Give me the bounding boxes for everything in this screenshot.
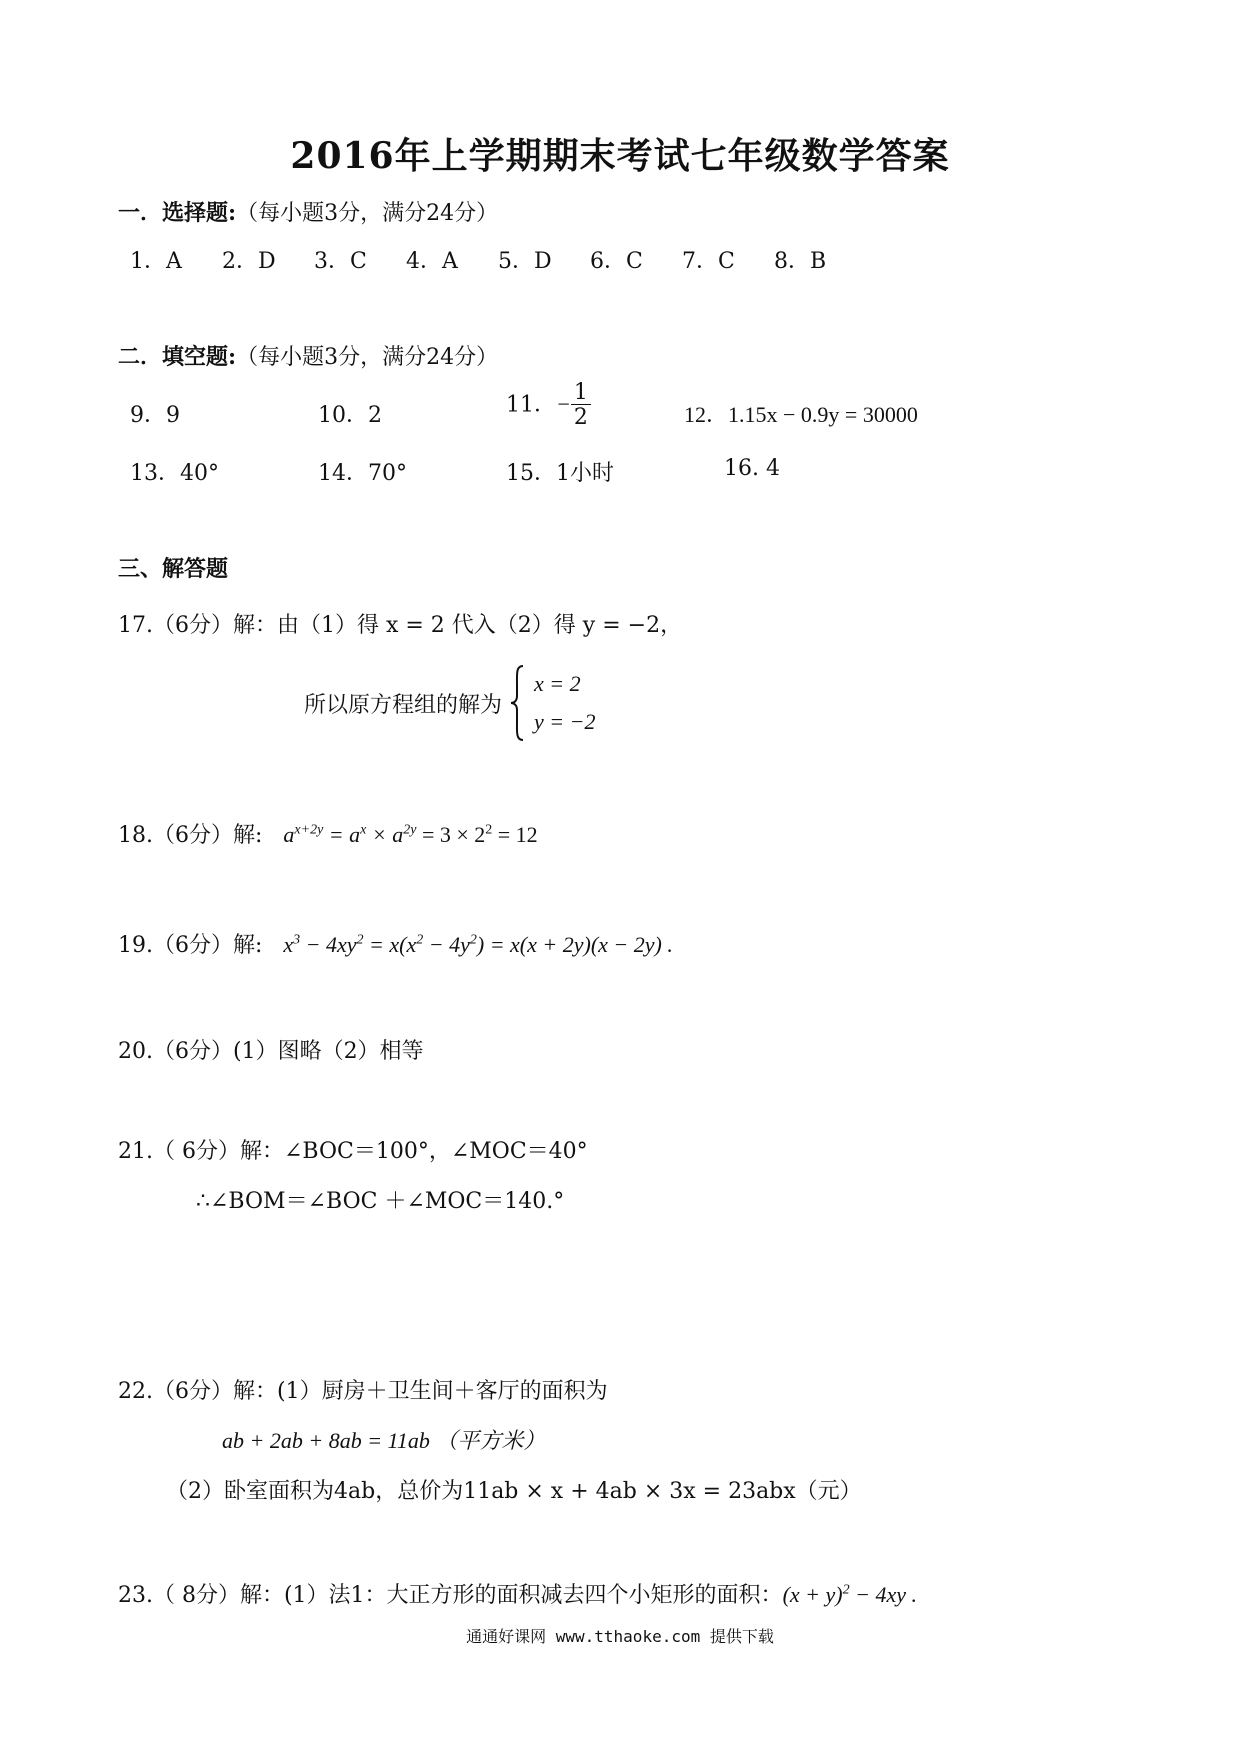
question-19-expression: $x^3 - 4xy^2 = x(x^2 - 4y^2) = x(x + 2y)(x - 2y)$ . xyxy=(283,932,673,957)
section-fill-title: 二．填空题: xyxy=(118,344,237,370)
section-fill-note: （每小题3分，满分24分） xyxy=(236,345,499,370)
left-brace-icon xyxy=(509,664,527,742)
fraction-numerator: 1 xyxy=(571,382,591,405)
question-17-x-value: x = 2 xyxy=(534,671,581,696)
fill-answer-15: 15．1小时 xyxy=(506,461,614,486)
section-fill-heading xyxy=(118,340,498,371)
fill-answer-12: 12．1.15x − 0.9y = 30000 xyxy=(684,402,918,427)
question-18 xyxy=(118,818,538,849)
section-choice-title: 一．选择题: xyxy=(118,200,237,226)
section-solve-title: 三、解答题 xyxy=(118,556,229,582)
choice-answer-3: 3．C xyxy=(314,249,367,274)
fill-answer-13: 13．40° xyxy=(130,461,219,486)
page-footer: 通通好课网 www.tthaoke.com 提供下载 xyxy=(466,1627,774,1646)
question-19-label: 19.（6分）解: xyxy=(118,933,263,958)
choice-answers-row xyxy=(130,244,990,274)
choice-answer-8: 8．B xyxy=(774,249,827,274)
question-23-text: 23.（ 8分）解：(1）法1：大正方形的面积减去四个小矩形的面积： xyxy=(118,1583,783,1608)
choice-answer-6: 6．C xyxy=(590,249,643,274)
fill-answer-9: 9．9 xyxy=(130,403,180,428)
question-23-expression: $(x + y)^2 - 4xy$ . xyxy=(782,1582,917,1607)
section-choice-note: （每小题3分，满分24分） xyxy=(236,201,499,226)
fraction-denominator: 2 xyxy=(573,405,588,430)
question-22-line-2: ab + 2ab + 8ab = 11ab （平方米） xyxy=(222,1428,546,1453)
question-17-system-label: 所以原方程组的解为 xyxy=(304,692,503,718)
fill-answer-11 xyxy=(506,382,591,429)
question-17-system-lines xyxy=(534,665,595,741)
choice-answer-4: 4．A xyxy=(406,249,458,274)
question-21-line-1: 21.（ 6分）解：∠BOC＝100°，∠MOC＝40° xyxy=(118,1139,588,1164)
question-17-y-value: y = −2 xyxy=(534,709,596,734)
question-23-line-1 xyxy=(118,1578,917,1609)
section-choice-heading xyxy=(118,196,498,227)
fill-answer-10: 10．2 xyxy=(318,403,382,428)
fill-answer-11-sign: − xyxy=(556,391,571,417)
question-22-line-1: 22.（6分）解：(1）厨房＋卫生间＋客厅的面积为 xyxy=(118,1379,608,1404)
fill-answer-16: 16. 4 xyxy=(724,456,780,481)
choice-answer-2: 2．D xyxy=(222,249,276,274)
choice-answer-7: 7．C xyxy=(682,249,735,274)
question-19 xyxy=(118,928,673,959)
question-18-expression: $a^{x+2y} = a^x \times a^{2y} = 3 \times 2^2 = 12$ xyxy=(283,822,538,847)
question-21-line-2: ∴∠BOM＝∠BOC ＋∠MOC＝140.° xyxy=(196,1189,565,1214)
section-solve-heading xyxy=(118,552,228,583)
question-17-system xyxy=(304,664,595,754)
choice-answer-5: 5．D xyxy=(498,249,552,274)
question-20: 20.（6分）(1）图略（2）相等 xyxy=(118,1039,424,1064)
fill-answer-14: 14．70° xyxy=(318,461,407,486)
question-17-line-1: 17.（6分）解：由（1）得 x = 2 代入（2）得 y = −2， xyxy=(118,613,683,638)
choice-answer-1: 1．A xyxy=(130,249,182,274)
fill-answer-11-label: 11． xyxy=(506,392,556,418)
fill-answer-11-fraction xyxy=(571,382,591,429)
page-title: 2016年上学期期末考试七年级数学答案 xyxy=(290,135,950,177)
question-22-line-3: （2）卧室面积为4ab，总价为11ab × x + 4ab × 3x = 23abx（元） xyxy=(166,1479,862,1504)
question-18-label: 18.（6分）解: xyxy=(118,823,263,848)
